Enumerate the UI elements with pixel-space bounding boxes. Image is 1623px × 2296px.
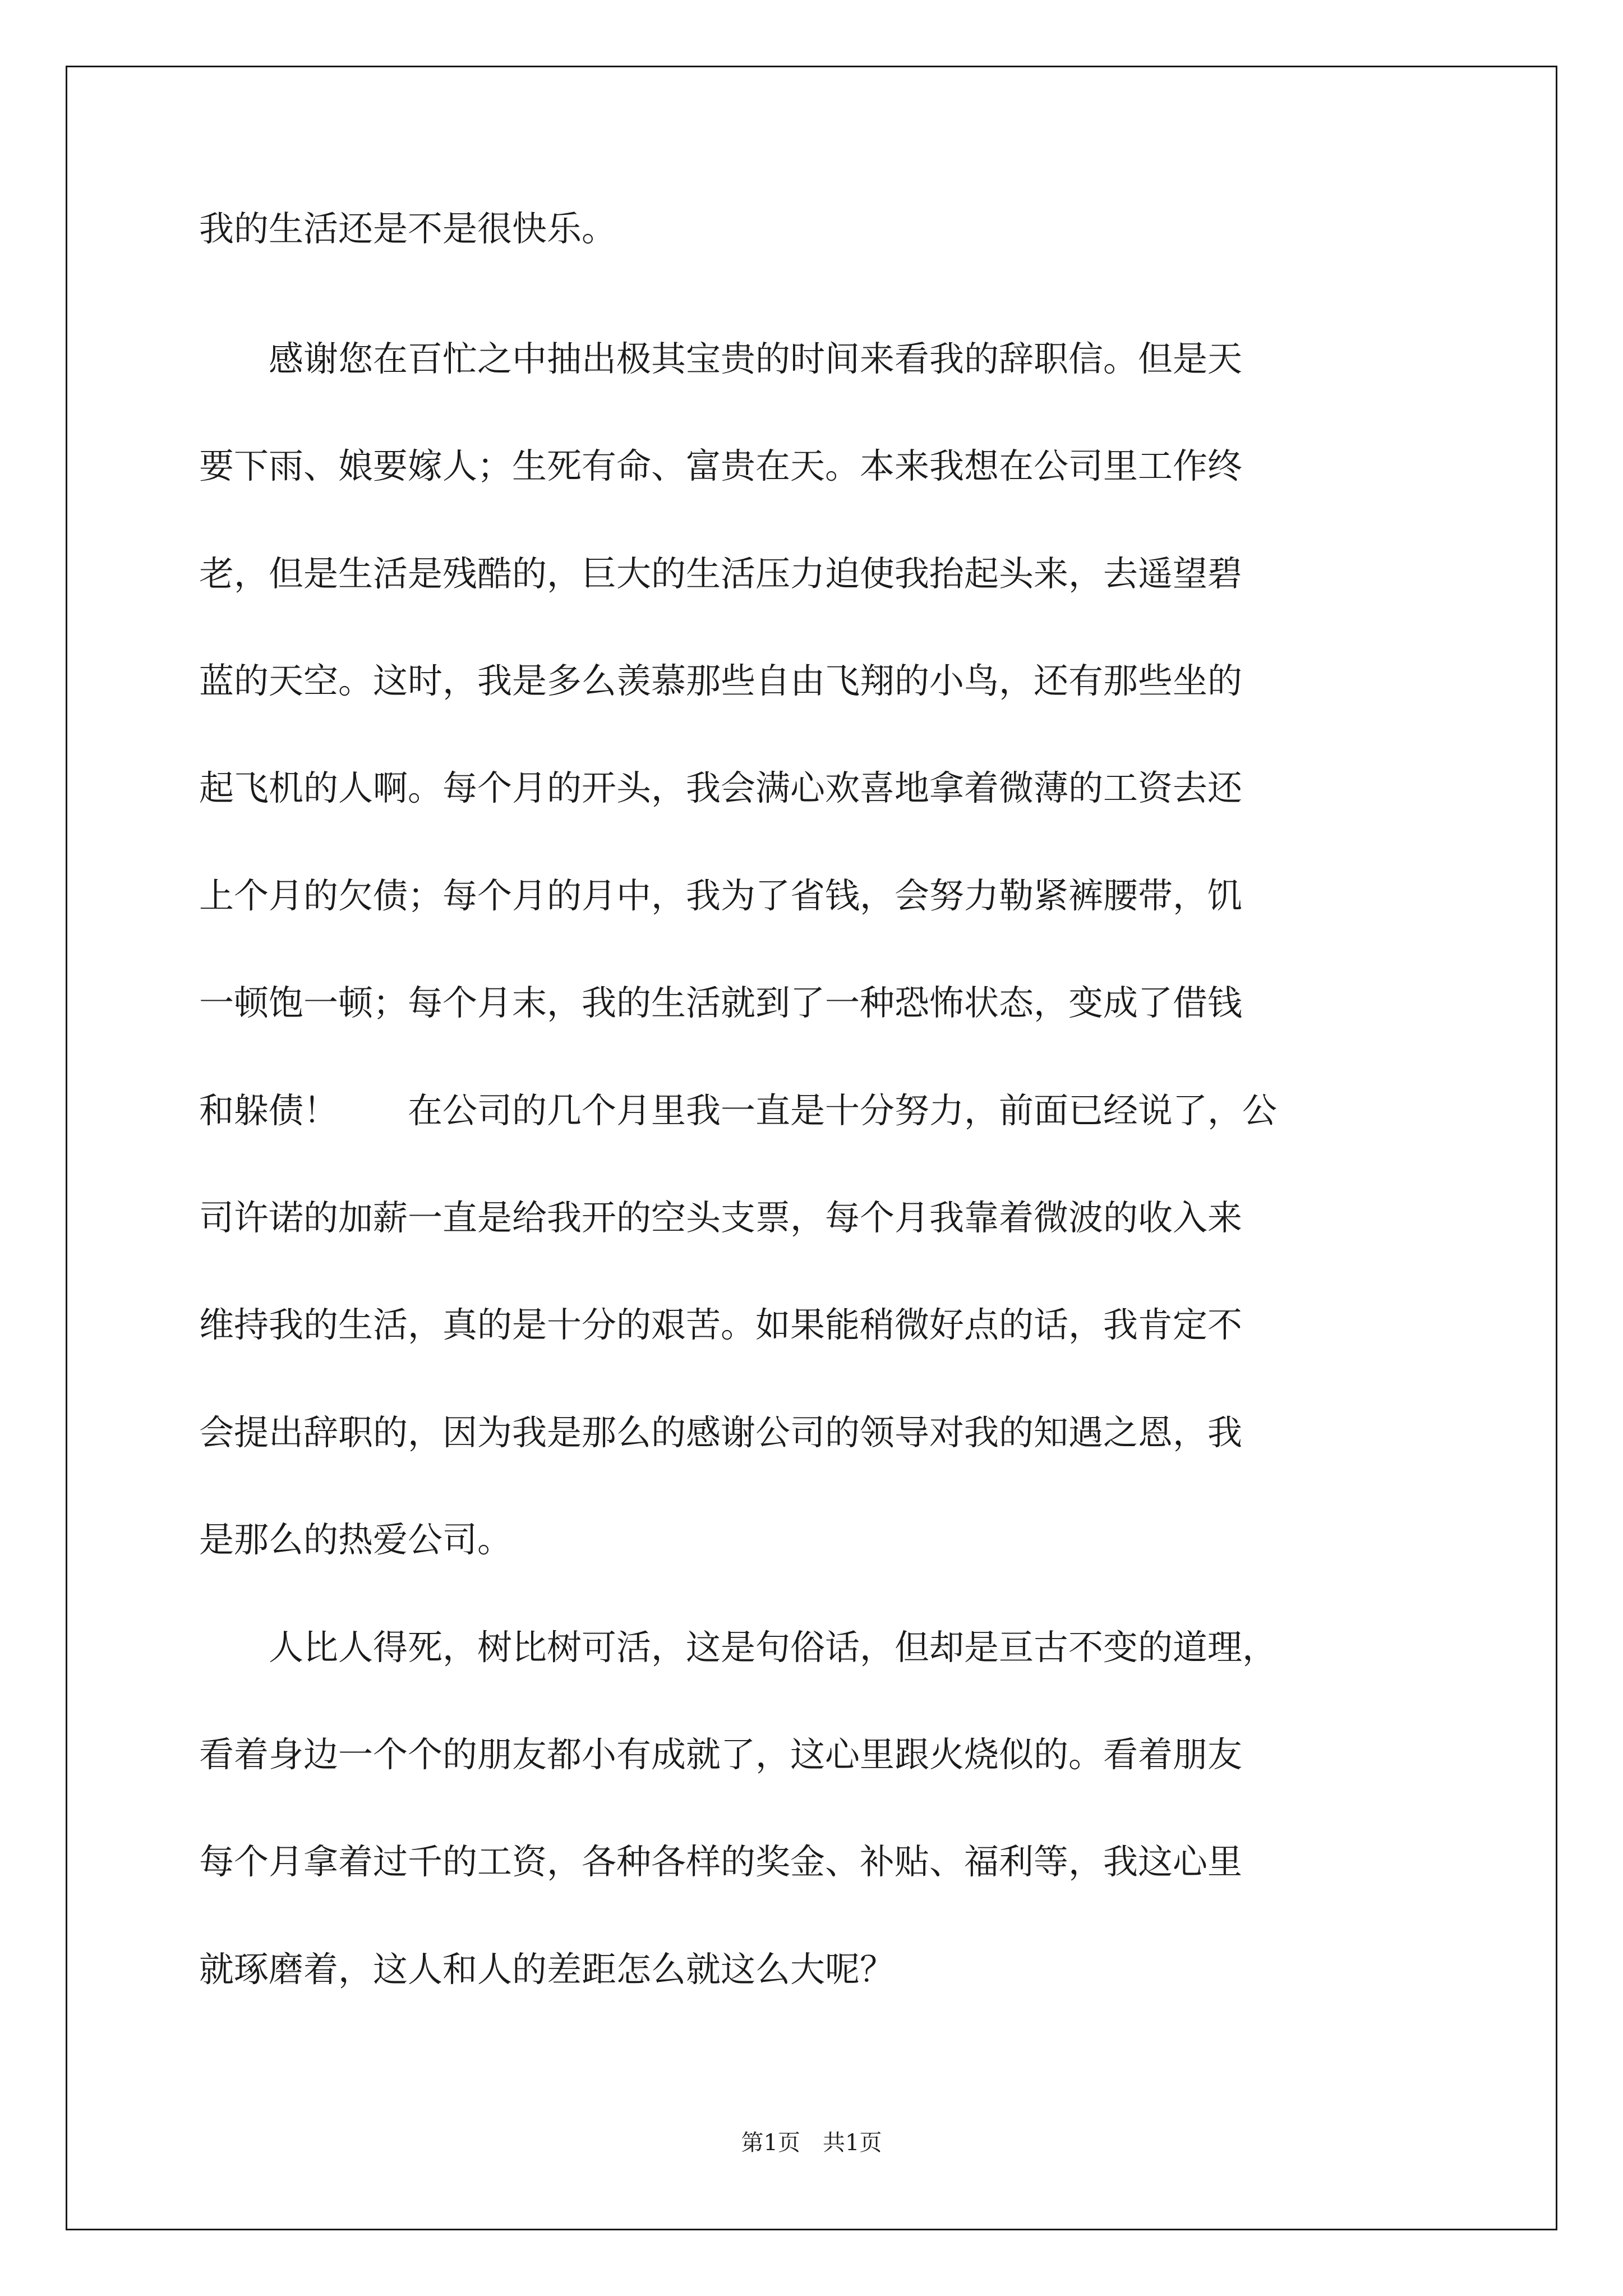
- text-line: 蓝的天空。这时，我是多么羡慕那些自由飞翔的小鸟，还有那些坐的: [199, 660, 1243, 701]
- text-line: 是那么的热爱公司。: [199, 1519, 513, 1560]
- text-line: 每个月拿着过千的工资，各种各样的奖金、补贴、福利等，我这心里: [199, 1841, 1243, 1882]
- text-line: 人比人得死，树比树可活，这是句俗话，但却是亘古不变的道理，: [199, 1627, 1278, 1668]
- text-line: 感谢您在百忙之中抽出极其宝贵的时间来看我的辞职信。但是天: [199, 338, 1243, 379]
- page-number-footer: 第1页 共1页: [741, 2130, 882, 2156]
- text-line: 起飞机的人啊。每个月的开头，我会满心欢喜地拿着微薄的工资去还: [199, 767, 1243, 808]
- text-line: 要下雨、娘要嫁人；生死有命、富贵在天。本来我想在公司里工作终: [199, 445, 1243, 486]
- text-line: 就琢磨着，这人和人的差距怎么就这么大呢？: [199, 1949, 895, 1990]
- text-line: 和躲债！ 在公司的几个月里我一直是十分努力，前面已经说了，公: [199, 1090, 1278, 1131]
- text-line: 一顿饱一顿；每个月末，我的生活就到了一种恐怖状态，变成了借钱: [199, 982, 1243, 1023]
- text-line: 司许诺的加薪一直是给我开的空头支票，每个月我靠着微波的收入来: [199, 1197, 1243, 1238]
- text-line: 老，但是生活是残酷的，巨大的生活压力迫使我抬起头来，去遥望碧: [199, 553, 1243, 594]
- text-line: 上个月的欠债；每个月的月中，我为了省钱，会努力勒紧裤腰带，饥: [199, 875, 1243, 916]
- text-line: 会提出辞职的，因为我是那么的感谢公司的领导对我的知遇之恩，我: [199, 1412, 1243, 1453]
- text-line: 我的生活还是不是很快乐。: [199, 208, 617, 249]
- page-border: [66, 66, 1557, 2230]
- text-line: 看着身边一个个的朋友都小有成就了，这心里跟火烧似的。看着朋友: [199, 1734, 1243, 1775]
- text-line: 维持我的生活，真的是十分的艰苦。如果能稍微好点的话，我肯定不: [199, 1304, 1243, 1345]
